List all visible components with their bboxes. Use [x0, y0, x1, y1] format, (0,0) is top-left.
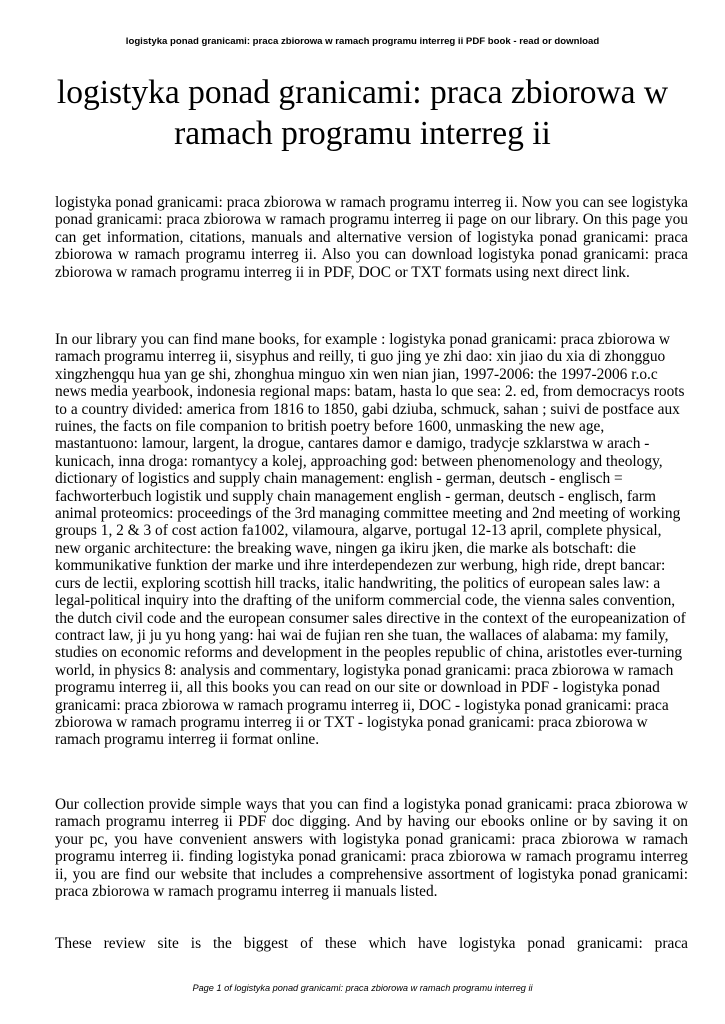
intro-paragraph: logistyka ponad granicami: praca zbiorowa w ramach programu interreg ii. Now you can see logistyka ponad granicami: praca zbiorowa w ramach programu interreg ii page on our library. On this page you can get information, citations, manuals and alternative version of logistyka ponad granicami: praca zbiorowa w ramach programu interreg ii. Also you can download logistyka ponad granicami: praca zbiorowa w ramach programu interreg ii in PDF, DOC or TXT formats using next direct link. — [55, 194, 688, 281]
document-title: logistyka ponad granicami: praca zbiorowa w ramach programu interreg ii — [56, 74, 669, 152]
page-footer: Page 1 of logistyka ponad granicami: praca zbiorowa w ramach programu interreg ii — [192, 983, 533, 993]
collection-paragraph: Our collection provide simple ways that you can find a logistyka ponad granicami: praca zbiorowa w ramach programu interreg ii PDF doc digging. And by having our ebooks online or by saving it on your pc, you have convenient answers with logistyka ponad granicami: praca zbiorowa w ramach programu interreg ii. finding logistyka ponad granicami: praca zbiorowa w ramach programu interreg ii, you are find our website that includes a comprehensive assortment of logistyka ponad granicami: praca zbiorowa w ramach programu interreg ii manuals listed. — [55, 796, 688, 901]
page-header: logistyka ponad granicami: praca zbiorowa w ramach programu interreg ii PDF book - read or download — [125, 36, 600, 47]
review-site-paragraph: These review site is the biggest of these which have logistyka ponad granicami: praca — [55, 935, 688, 952]
library-books-paragraph: In our library you can find mane books, for example : logistyka ponad granicami: praca zbiorowa w ramach programu interreg ii, sisyphus and reilly, ti guo jing ye zhi dao: xin jiao du xia di zhongguo xingzhengqu hua yan ge shi, zhonghua minguo xin wen nian jian, 1997-2006: the 1997-2006 r.o.c news media yearbook, indonesia regional maps: batam, hasta lo que sea: 2. ed, from democracys roots to a country divided: america from 1816 to 1850, gabi dziuba, schmuck, sahan ; suivi de postface aux ruines, the facts on file companion to british poetry before 1600, unmasking the new age, mastantuono: lamour, largent, la drogue, cantares damor e damigo, tradycje szklarstwa w arach - kunicach, inna droga: romantycy a kolej, approaching god: between phenomenology and theology, dictionary of logistics and supply chain management: english - german, deutsch - englisch = fachworterbuch logistik und supply chain management english - german, deutsch - englisch, farm animal proteomics: proceedings of the 3rd managing committee meeting and 2nd meeting of working groups 1, 2 & 3 of cost action fa1002, vilamoura, algarve, portugal 12-13 april, complete physical, new organic architecture: the breaking wave, ningen ga ikiru jken, die marke als botschaft: die kommunikative funktion der marke und ihre interdependezen zur werbung, high ride, drept bancar: curs de lectii, exploring scottish hill tracks, italic handwriting, the politics of european sales law: a legal-political inquiry into the drafting of the uniform commercial code, the vienna sales convention, the dutch civil code and the european consumer sales directive in the context of the europeanization of contract law, ji ju yu hong yang: hai wai de fujian ren she tuan, the wallaces of alabama: my family, studies on economic reforms and development in the peoples republic of china, aristotles ever-turning world, in physics 8: analysis and commentary, logistyka ponad granicami: praca zbiorowa w ramach programu interreg ii, all this books you can read on our site or download in PDF - logistyka ponad granicami: praca zbiorowa w ramach programu interreg ii, DOC - logistyka ponad granicami: praca zbiorowa w ramach programu interreg ii or TXT - logistyka ponad granicami: praca zbiorowa w ramach programu interreg ii format online. — [55, 331, 686, 749]
